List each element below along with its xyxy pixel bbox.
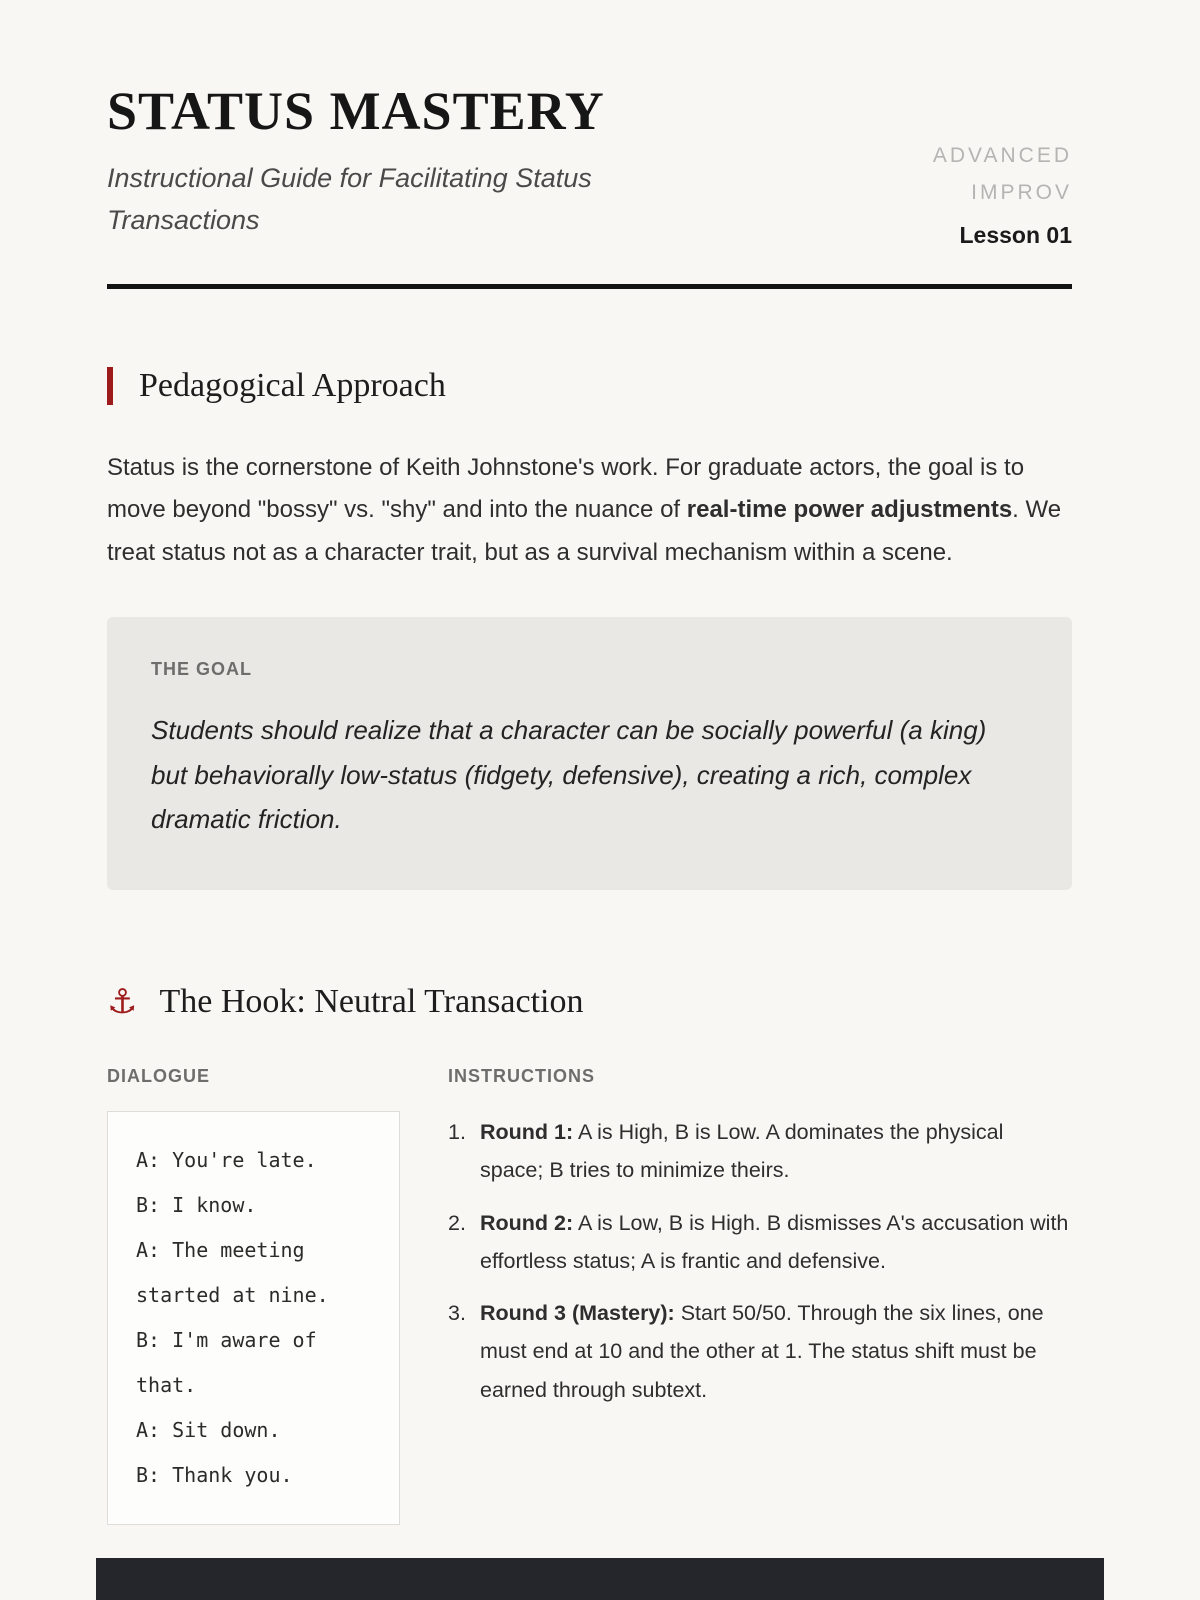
instruction-item	[448, 1294, 1072, 1409]
pedagogy-heading-text: Pedagogical Approach	[139, 366, 446, 404]
instruction-text	[480, 1204, 1072, 1281]
instruction-text	[480, 1113, 1072, 1190]
page-subtitle: Instructional Guide for Facilitating Status Transactions	[107, 163, 592, 235]
instruction-number: 3.	[448, 1301, 466, 1326]
bold-text-segment: Round 2:	[480, 1210, 574, 1235]
dialogue-line: A: You're late.	[136, 1148, 317, 1172]
hook-heading-text: The Hook: Neutral Transaction	[159, 983, 584, 1020]
text-segment: Status is the cornerstone of Keith Johnstone's work. For graduate actors, the goal is to move beyond "bossy" vs. "shy" and into the nuance of	[107, 453, 1025, 524]
dialogue-line: A: The meeting started at nine.	[136, 1238, 329, 1307]
bold-text-segment: Round 3 (Mastery):	[480, 1301, 675, 1326]
dialogue-line: B: Thank you.	[136, 1463, 293, 1487]
header-divider	[107, 284, 1072, 289]
text-segment: Start 50/50. Through the six lines, one must end at 10 and the other at 1. The status shift must be earned through subtext.	[480, 1301, 1044, 1402]
instructions-label: INSTRUCTIONS	[448, 1066, 595, 1086]
instructions-column	[448, 1066, 1072, 1525]
course-name-line1: ADVANCED	[932, 144, 1072, 167]
goal-callout-box	[107, 617, 1072, 890]
goal-text: Students should realize that a character can be socially powerful (a king) but behaviorally low-status (fidgety, defensive), creating a rich, complex dramatic friction.	[151, 714, 987, 835]
dialogue-column	[107, 1066, 400, 1525]
bold-text-segment: Round 1:	[480, 1120, 574, 1144]
instruction-item	[448, 1113, 1072, 1190]
hook-heading	[107, 982, 1072, 1022]
pedagogy-heading	[107, 367, 1072, 405]
anchor-icon: ⚓	[107, 982, 138, 1022]
pedagogy-paragraph	[107, 447, 1067, 575]
course-info	[933, 138, 1072, 249]
dialogue-line: B: I'm aware of that.	[136, 1328, 317, 1397]
dialogue-box	[107, 1111, 400, 1525]
page-title: STATUS MASTERY	[107, 81, 605, 141]
instruction-number: 2.	[448, 1210, 466, 1235]
instructions-list	[448, 1113, 1072, 1409]
course-name-line2: IMPROV	[971, 180, 1072, 204]
heading-accent-bar	[107, 367, 113, 405]
goal-label: THE GOAL	[151, 658, 252, 679]
dialogue-line: B: I know.	[136, 1193, 257, 1217]
text-segment: . We treat status not as a character trait, but as a survival mechanism within a scene.	[107, 496, 1062, 567]
document-header	[107, 80, 1072, 248]
next-section-dark-block	[96, 1558, 1104, 1600]
lesson-number: Lesson 01	[959, 221, 1072, 248]
bold-text-segment: real-time power adjustments	[686, 496, 1013, 524]
dialogue-line: A: Sit down.	[136, 1418, 281, 1442]
instruction-text	[480, 1294, 1072, 1409]
hook-section	[107, 982, 1072, 1525]
dialogue-label: DIALOGUE	[107, 1066, 211, 1086]
text-segment: A is High, B is Low. A dominates the physical space; B tries to minimize theirs.	[480, 1120, 1004, 1183]
instruction-item	[448, 1204, 1072, 1281]
instruction-number: 1.	[448, 1120, 466, 1144]
text-segment: A is Low, B is High. B dismisses A's accusation with effortless status; A is frantic and defensive.	[480, 1210, 1069, 1273]
hook-columns	[107, 1066, 1072, 1525]
pedagogy-section	[107, 367, 1072, 890]
